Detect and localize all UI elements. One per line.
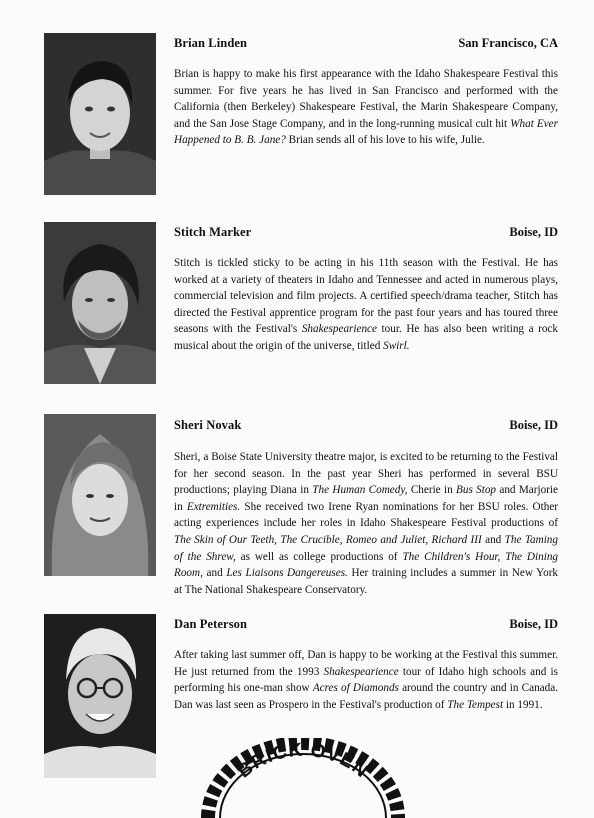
bio-text: as well as college productions of xyxy=(235,550,403,563)
bio-title-italic: What Ever Happened to B. B. Jane? xyxy=(174,117,558,147)
performer-bio xyxy=(174,255,558,355)
performer-bio xyxy=(174,449,558,598)
performer-bio xyxy=(174,647,558,713)
bio-title-italic: Les Liaisons Dangereuses. xyxy=(226,567,348,580)
bio-text: Brian sends all of his love to his wife, Julie. xyxy=(285,134,485,147)
performer-location: Boise, ID xyxy=(509,418,558,432)
performer-name: Brian Linden xyxy=(174,36,248,50)
bio-text: tour. He has also been writing a rock musical about the origin of the universe, titled xyxy=(174,323,558,352)
bio-text: She received two Irene Ryan nominations for her BSU roles. Other acting experiences include her roles in Idaho Shakespeare Festival productions of xyxy=(174,500,559,530)
bio-title-italic: The Children's Hour, The Dining Room, xyxy=(174,550,559,580)
photo-dan-peterson xyxy=(44,614,156,778)
bio-text: Sheri, a Boise State University theatre major, is excited to be returning to the Festival for her second season. In the past year Sheri has performed in several BSU productions; playing Diana in xyxy=(174,451,558,497)
photo-sheri-novak xyxy=(44,414,156,576)
bio-text: After taking last summer off, Dan is happy to be working at the Festival this summer. He just returned from the 1993 xyxy=(174,649,558,678)
performer-name: Sheri Novak xyxy=(174,418,242,432)
bio-text: in 1991. xyxy=(503,698,543,711)
portrait-image xyxy=(44,414,156,576)
bio-title-italic: The Skin of Our Teeth, The Crucible, Romeo and Juliet, Richard III xyxy=(174,533,482,546)
bio-title-italic: Acres of Diamonds xyxy=(312,682,399,695)
bio-title-italic: Shakespearience xyxy=(323,665,399,678)
performer-location: San Francisco, CA xyxy=(458,36,558,50)
performer-location: Boise, ID xyxy=(509,617,558,631)
bio-text: and Marjorie in xyxy=(174,484,558,513)
bio-title-italic: Extremities. xyxy=(186,500,241,513)
portrait-image xyxy=(44,222,156,384)
portrait-image xyxy=(44,33,156,195)
bio-title-italic: The Tempest xyxy=(447,698,504,711)
performer-location: Boise, ID xyxy=(509,225,558,239)
bio-text: around the country and in Canada. Dan was last seen as Prospero in the Festival's production of xyxy=(174,682,558,711)
bio-text: Brian is happy to make his first appearance with the Idaho Shakespeare Festival this summer. For five years he has lived in San Francisco and performed with the California (then Berkeley) Shakespeare Festival, the Marin Shakespeare Company, and the San Jose Stage Company, and in the long-running musical cult hit xyxy=(174,68,558,130)
bio-text: tour of Idaho high schools and is performing his one-man show xyxy=(174,665,558,695)
performer-name: Dan Peterson xyxy=(174,617,248,631)
bio-title-italic: The Taming of the Shrew, xyxy=(174,533,558,563)
bio-title-italic: Swirl. xyxy=(383,339,410,352)
bio-title-italic: Bus Stop xyxy=(456,484,497,497)
performer-bio xyxy=(174,66,558,149)
bio-text: and xyxy=(481,533,505,546)
bio-text: Cherie in xyxy=(407,484,457,497)
performer-name: Stitch Marker xyxy=(174,225,252,239)
bio-title-italic: Shakespearience xyxy=(301,323,377,336)
portrait-image xyxy=(44,614,156,778)
bio-title-italic: The Human Comedy, xyxy=(312,484,408,497)
bio-text: Stitch is tickled sticky to be acting in his 11th season with the Festival. He has worked at a variety of theaters in Idaho and Tennessee and acted in numerous plays, commercial television and film projects. A certified speech/drama teacher, Stitch has directed the Festival apprentice program for the past four years and has toured three seasons with the Festival's xyxy=(174,257,558,336)
bio-text: Her training includes a summer in New York at The National Shakespeare Conservatory. xyxy=(174,567,559,596)
bio-text: and xyxy=(202,567,227,580)
photo-stitch-marker xyxy=(44,222,156,384)
photo-brian-linden xyxy=(44,33,156,195)
logo-text: BRICK OVEN xyxy=(233,739,373,783)
brick-oven-logo xyxy=(198,738,408,818)
